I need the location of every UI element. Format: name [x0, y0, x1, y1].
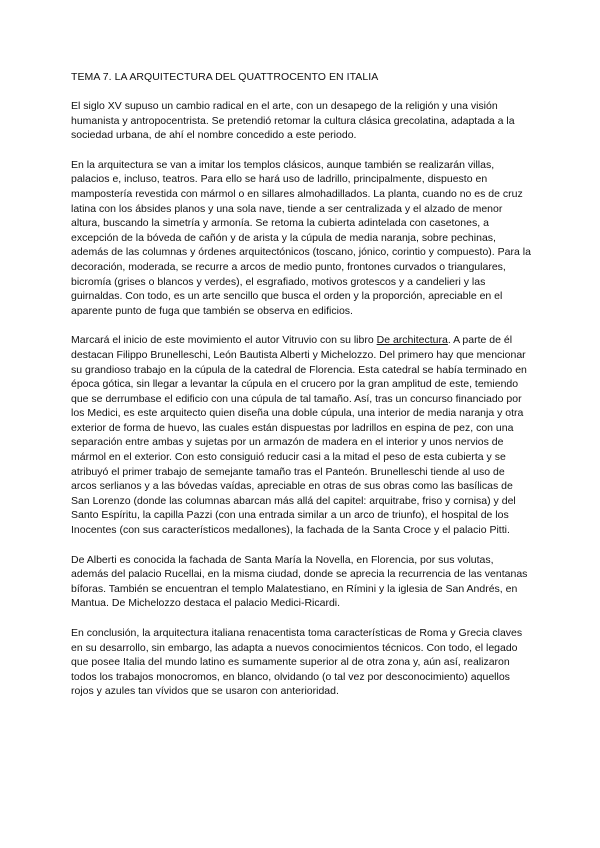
paragraph-brunelleschi-rest: . A parte de él destacan Filippo Brunelleschi, León Bautista Alberti y Michelozzo. Del primero hay que mencionar su grandioso trabajo en la cúpula de la catedral de Florencia. Esta catedral se había terminado en época gótica, sin llegar a levantar la cúpula en el crucero por la gran amplitud de este, temiendo que se derrumbase el edificio con una cúpula de tal tamaño. Así, tras un concurso financiado por los Medici, es este arquitecto quien diseña una doble cúpula, una interior de media naranja y otra exterior de forma de huevo, las cuales están dispuestas por ladrillos en espina de pez, con una separación entre ambas y sujetas por un armazón de madera en el interior y unos nervios de mármol en el exterior. Con esto consiguió reducir casi a la mitad el peso de esta cubierta y se atribuyó el primer trabajo de semejante tamaño tras el Panteón. Brunelleschi tiende al uso de arcos serlianos y a las bóvedas vaídas, apreciable en otras de sus obras como las basílicas de San Lorenzo (donde las columnas abarcan más allá del capitel: arquitrabe, friso y cornisa) y del Santo Espíritu, la capilla Pazzi (con una entrada similar a un arco de triunfo), el hospital de los Inocentes (con sus característicos medallones), la fachada de la Santa Croce y el palacio Pitti.	[71, 334, 527, 537]
paragraph-conclusion: En conclusión, la arquitectura italiana renacentista toma características de Roma y Grecia claves en su desarrollo, sin embargo, las adapta a nuevos conocimientos técnicos. Con todo, el legado que posee Italia del mundo latino es sumamente superior al de otra zona y, aún así, realizaron todos los trabajos monocromos, en blanco, olvidando (o tal vez por desconocimiento) aquellos rojos y azules tan vívidos que se usaron con anterioridad.	[71, 627, 523, 698]
book-title: De architectura	[376, 334, 448, 347]
paragraph-architecture: En la arquitectura se van a imitar los templos clásicos, aunque también se realizarán villas, palacios e, incluso, teatros. Para ello se hará uso de ladrillo, principalmente, dispuesto en mampostería revestida con mármol o en sillares almohadillados. La planta, cuando no es de cruz latina con los ábsides planos y una sola nave, tiende a ser centralizada y el alzado de menor altura, buscando la simetría y armonía. Se retoma la cubierta adintelada con casetones, a excepción de la bóveda de cañón y de arista y la cúpula de media naranja, sobre pechinas, además de las columnas y órdenes arquitectónicos (toscano, jónico, corintio y compuesto). Para la decoración, moderada, se recurre a arcos de medio punto, frontones curvados o triangulares, bicromía (grises o blancos y verdes), el esgrafiado, motivos grotescos y a candelieri y las guirnaldas. Con todo, es un arte sencillo que busca el orden y la proporción, apreciable en el aparente punto de fuga que también se observa en edificios.	[71, 158, 531, 317]
paragraph-alberti: De Alberti es conocida la fachada de Santa María la Novella, en Florencia, por sus volutas, además del palacio Rucellai, en la misma ciudad, donde se aprecia la recurrencia de las ventanas bíforas. También se encuentran el templo Malatestiano, en Rímini y la iglesia de San Andrés, en Mantua. De Michelozzo destaca el palacio Medici-Ricardi.	[71, 553, 528, 610]
paragraph-intro: El siglo XV supuso un cambio radical en el arte, con un desapego de la religión y una visión humanista y antropocentrista. Se pretendió retomar la cultura clásica grecolatina, adaptada a la sociedad urbana, de ahí el nombre concedido a este periodo.	[71, 100, 515, 142]
document-title: TEMA 7. LA ARQUITECTURA DEL QUATTROCENTO EN ITALIA	[71, 71, 379, 83]
paragraph-brunelleschi	[71, 333, 533, 537]
paragraph-brunelleschi-start: Marcará el inicio de este movimiento el autor Vitruvio con su libro	[71, 334, 377, 347]
document-page	[71, 70, 533, 714]
